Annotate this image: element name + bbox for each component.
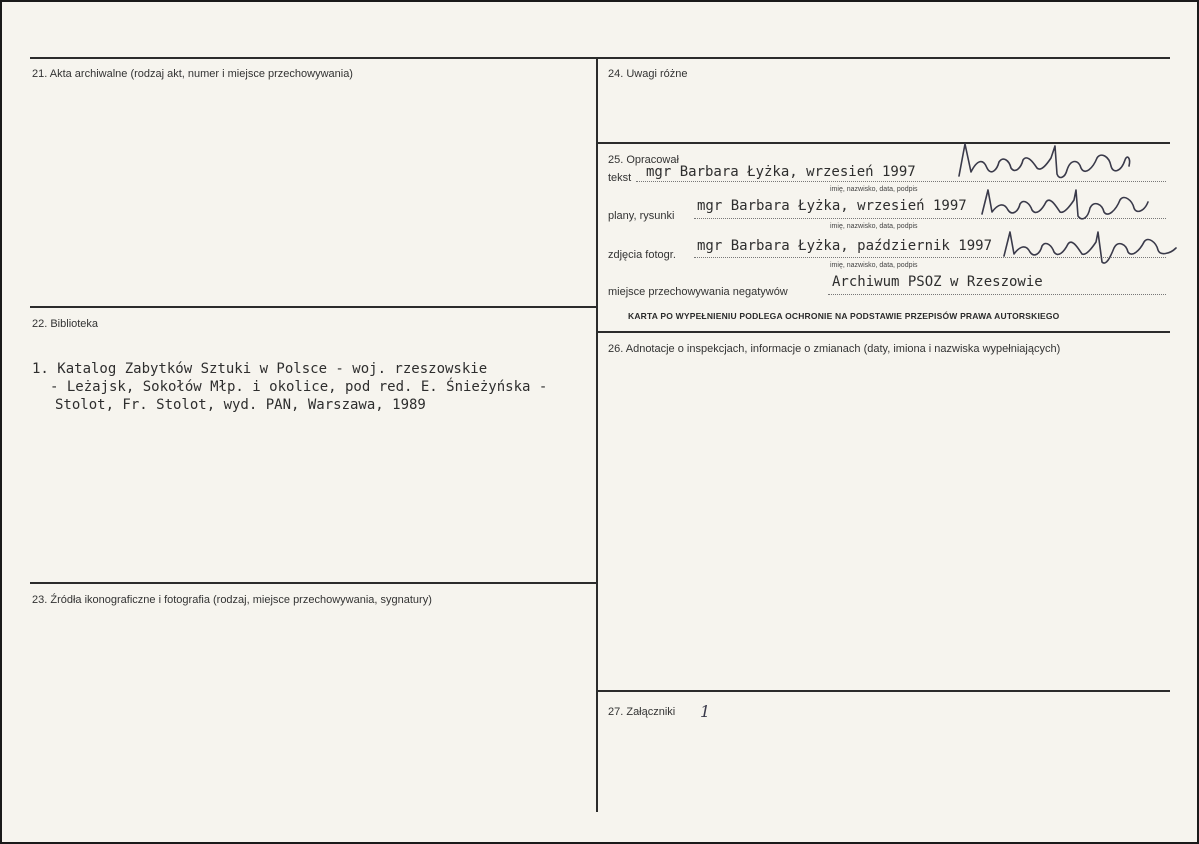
plany-caption: imię, nazwisko, data, podpis	[830, 223, 918, 230]
signature-tekst	[955, 138, 1135, 184]
zdjecia-value: mgr Barbara Łyżka, październik 1997	[697, 238, 993, 254]
bibliography-line: Stolot, Fr. Stolot, wyd. PAN, Warszawa, 1989	[55, 397, 426, 413]
zdjecia-label: zdjęcia fotogr.	[608, 249, 676, 261]
section-22-label: 22. Biblioteka	[32, 318, 99, 330]
negatywy-label: miejsce przechowywania negatywów	[608, 286, 788, 298]
rule-26-27	[597, 690, 1170, 692]
copyright-notice: KARTA PO WYPEŁNIENIU PODLEGA OCHRONIE NA PODSTAWIE PRZEPISÓW PRAWA AUTORSKIEGO	[628, 311, 1060, 321]
tekst-label: tekst	[608, 172, 632, 184]
top-rule	[30, 57, 1170, 59]
rule-21-22	[30, 306, 597, 308]
signature-plany	[978, 184, 1158, 224]
rule-25-26	[597, 331, 1170, 333]
attachments-count: 1	[700, 702, 711, 721]
section-21-label: 21. Akta archiwalne (rodzaj akt, numer i miejsce przechowywania)	[32, 68, 353, 80]
rule-22-23	[30, 582, 597, 584]
plany-value: mgr Barbara Łyżka, wrzesień 1997	[697, 198, 967, 214]
section-24-label: 24. Uwagi różne	[608, 68, 688, 80]
section-25-label: 25. Opracował	[608, 154, 679, 166]
section-23-label: 23. Źródła ikonograficzne i fotografia (rodzaj, miejsce przechowywania, sygnatury)	[32, 594, 432, 606]
section-27-label: 27. Załączniki	[608, 706, 676, 718]
zdjecia-caption: imię, nazwisko, data, podpis	[830, 262, 918, 269]
bibliography-line: - Leżajsk, Sokołów Młp. i okolice, pod red. E. Śnieżyńska -	[50, 379, 548, 395]
center-divider	[596, 57, 598, 812]
negatywy-dotted-line	[828, 294, 1166, 295]
negatywy-value: Archiwum PSOZ w Rzeszowie	[832, 274, 1043, 290]
tekst-value: mgr Barbara Łyżka, wrzesień 1997	[646, 164, 916, 180]
bibliography-entry	[32, 360, 547, 414]
signature-zdjecia	[1000, 224, 1180, 268]
section-26-label: 26. Adnotacje o inspekcjach, informacje o zmianach (daty, imiona i nazwiska wypełniających)	[608, 343, 1061, 355]
bibliography-line: 1. Katalog Zabytków Sztuki w Polsce - woj. rzeszowskie	[32, 361, 488, 377]
plany-label: plany, rysunki	[608, 210, 675, 222]
tekst-caption: imię, nazwisko, data, podpis	[830, 186, 918, 193]
